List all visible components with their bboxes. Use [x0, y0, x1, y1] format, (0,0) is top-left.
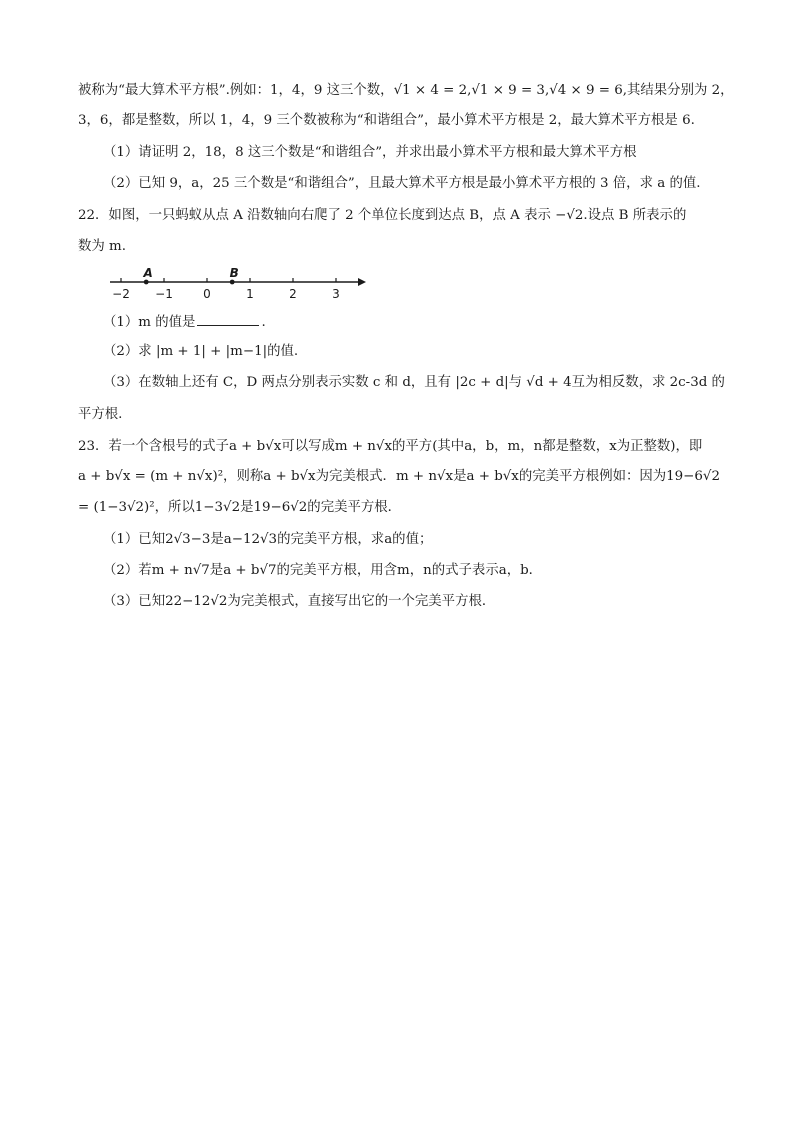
number-line-tick-label: −2 — [112, 287, 130, 301]
number-line-figure — [104, 266, 374, 302]
number-line-tick-label: −1 — [155, 287, 173, 301]
q21-part2: （2）已知 9，a，25 三个数是“和谐组合”，且最大算术平方根是最小算术平方根的 3 倍，求 a 的值. — [103, 176, 701, 191]
q23-part1: （1）已知2√3−3是a−12√3的完美平方根，求a的值； — [103, 532, 433, 547]
number-line-point-label: B — [229, 266, 239, 280]
number-line-tick-label: 0 — [203, 287, 211, 301]
number-line-tick-label: 3 — [332, 287, 340, 301]
q23-part2: （2）若m + n√7是a + b√7的完美平方根，用含m，n的式子表示a，b． — [103, 563, 543, 578]
number-line-tick-label: 2 — [289, 287, 297, 301]
q23-stem-cont1: a + b√x = (m + n√x)²，则称a + b√x为完美根式．m + n√x是a + b√x的完美平方根例如：因为19−6√2 — [78, 469, 720, 484]
number-line-point — [230, 280, 235, 285]
q22-part3-cont: 平方根. — [78, 407, 123, 422]
number-line-point-label: A — [143, 266, 153, 280]
q22-part1-text: （1）m 的值是 — [103, 315, 196, 330]
q22-part1-suffix: . — [261, 315, 266, 330]
number-line-tick-label: 1 — [246, 287, 254, 301]
q22-stem-cont: 数为 m. — [78, 239, 126, 254]
q23-stem: 23．若一个含根号的式子a + b√x可以写成m + n√x的平方(其中a，b，m，n都是整数，x为正整数)，即 — [78, 439, 703, 454]
text-line-2: 3，6，都是整数，所以 1，4，9 三个数被称为“和谐组合”，最小算术平方根是 2，最大算术平方根是 6. — [78, 113, 695, 128]
text-line-1: 被称为“最大算术平方根”.例如：1，4，9 这三个数，√1 × 4 = 2,√1 × 9 = 3,√4 × 9 = 6,其结果分别为 2， — [78, 83, 734, 98]
q22-stem: 22．如图，一只蚂蚁从点 A 沿数轴向右爬了 2 个单位长度到达点 B，点 A 表示 −√2.设点 B 所表示的 — [78, 208, 687, 223]
number-line-arrow — [358, 278, 366, 286]
q22-part1 — [103, 311, 763, 334]
number-line-point — [144, 280, 149, 285]
q23-stem-cont2: = (1−3√2)²，所以1−3√2是19−6√2的完美平方根． — [78, 500, 402, 515]
q22-part2: （2）求 |m + 1| + |m−1|的值. — [103, 344, 299, 359]
q23-part3: （3）已知22−12√2为完美根式，直接写出它的一个完美平方根． — [103, 594, 496, 609]
q21-part1: （1）请证明 2，18，8 这三个数是“和谐组合”，并求出最小算术平方根和最大算术平方根 — [103, 145, 637, 160]
answer-blank[interactable] — [197, 311, 259, 326]
q22-part3: （3）在数轴上还有 C，D 两点分别表示实数 c 和 d，且有 |2c + d|与 √d + 4互为相反数，求 2c-3d 的 — [103, 375, 725, 390]
